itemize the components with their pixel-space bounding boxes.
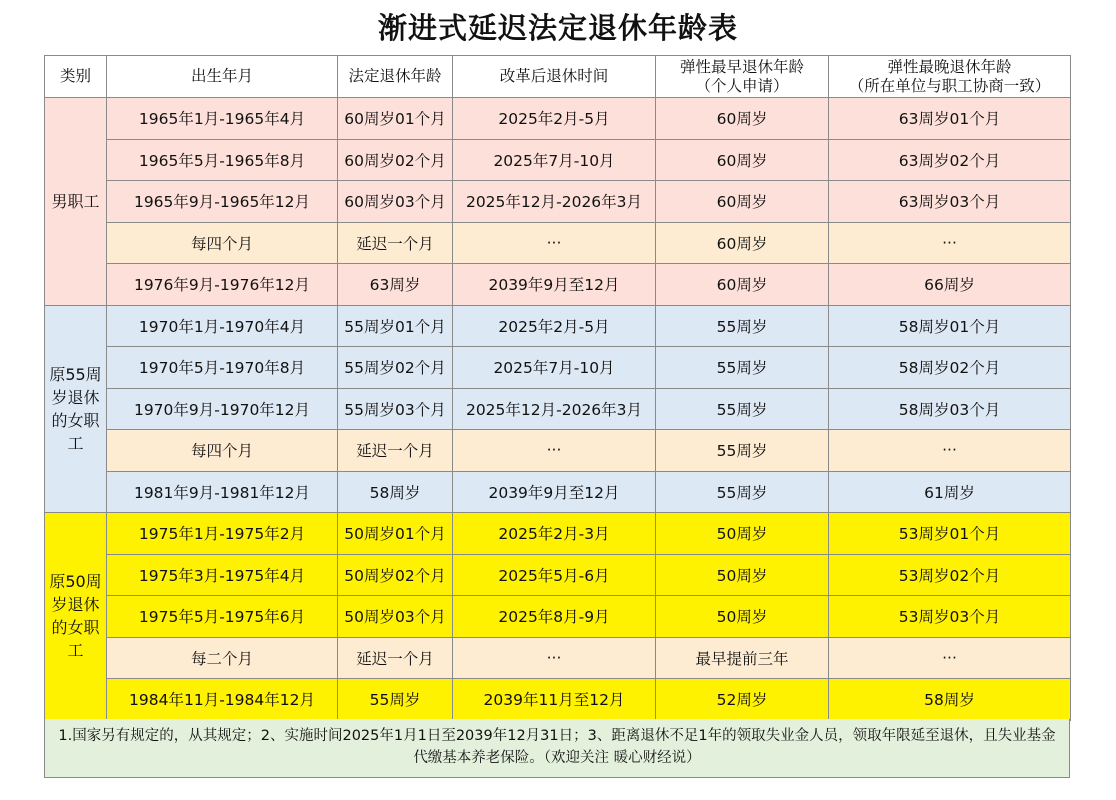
table-cell: 55周岁01个月: [338, 305, 453, 347]
table-row: [45, 98, 1071, 140]
table-cell: ···: [829, 637, 1071, 679]
table-cell: 53周岁02个月: [829, 554, 1071, 596]
table-cell: 60周岁02个月: [338, 139, 453, 181]
table-body: [45, 98, 1071, 721]
column-header: [45, 56, 107, 98]
table-cell: 55周岁: [656, 305, 829, 347]
table-row: [45, 388, 1071, 430]
table-cell: 1970年1月-1970年4月: [107, 305, 338, 347]
table-row: [45, 554, 1071, 596]
table-cell: 60周岁01个月: [338, 98, 453, 140]
table-row: [45, 305, 1071, 347]
table-cell: 2039年9月至12月: [453, 471, 656, 513]
table-cell: 2025年5月-6月: [453, 554, 656, 596]
table-cell: 50周岁03个月: [338, 596, 453, 638]
table-row: [45, 637, 1071, 679]
table-row: [45, 471, 1071, 513]
category-cell: 原55周岁退休的女职工: [45, 305, 107, 513]
table-cell: 2025年7月-10月: [453, 139, 656, 181]
table-cell: 50周岁: [656, 554, 829, 596]
table-row: [45, 181, 1071, 223]
column-header-line: （个人申请）: [695, 76, 789, 95]
table-cell: 60周岁: [656, 222, 829, 264]
table-cell: 2025年2月-5月: [453, 98, 656, 140]
table-cell: 53周岁01个月: [829, 513, 1071, 555]
table-cell: 63周岁03个月: [829, 181, 1071, 223]
table-cell: 52周岁: [656, 679, 829, 721]
table-cell: 每二个月: [107, 637, 338, 679]
table-cell: 58周岁: [829, 679, 1071, 721]
table-cell: 1981年9月-1981年12月: [107, 471, 338, 513]
table-cell: 1976年9月-1976年12月: [107, 264, 338, 306]
table-cell: 延迟一个月: [338, 222, 453, 264]
table-cell: 50周岁: [656, 596, 829, 638]
column-header-line: 弹性最晚退休年龄: [887, 57, 1012, 76]
table-row: [45, 430, 1071, 472]
table-cell: 50周岁: [656, 513, 829, 555]
table-cell: 1965年9月-1965年12月: [107, 181, 338, 223]
table-cell: 1965年1月-1965年4月: [107, 98, 338, 140]
table-cell: 最早提前三年: [656, 637, 829, 679]
table-cell: 2025年12月-2026年3月: [453, 181, 656, 223]
table-cell: ···: [829, 222, 1071, 264]
table-cell: 1975年3月-1975年4月: [107, 554, 338, 596]
retirement-age-table: [44, 55, 1071, 721]
table-cell: 55周岁: [656, 430, 829, 472]
table-cell: 63周岁01个月: [829, 98, 1071, 140]
column-header-line: （所在单位与职工协商一致）: [848, 76, 1051, 95]
column-header: [453, 56, 656, 98]
table-cell: 60周岁: [656, 264, 829, 306]
table-cell: 55周岁: [656, 471, 829, 513]
table-cell: ···: [453, 222, 656, 264]
table-cell: ···: [829, 430, 1071, 472]
column-header-line: 法定退休年龄: [348, 67, 442, 85]
table-cell: 60周岁: [656, 139, 829, 181]
table-row: [45, 139, 1071, 181]
table-cell: 58周岁: [338, 471, 453, 513]
table-row: [45, 596, 1071, 638]
table-cell: 2025年2月-5月: [453, 305, 656, 347]
table-cell: 58周岁02个月: [829, 347, 1071, 389]
table-cell: 每四个月: [107, 222, 338, 264]
table-cell: 61周岁: [829, 471, 1071, 513]
column-header-line: 改革后退休时间: [499, 67, 609, 85]
table-row: [45, 513, 1071, 555]
table-cell: 延迟一个月: [338, 430, 453, 472]
table-cell: 55周岁: [338, 679, 453, 721]
table-cell: 55周岁: [656, 347, 829, 389]
column-header: [107, 56, 338, 98]
table-cell: 60周岁: [656, 98, 829, 140]
table-cell: 1970年5月-1970年8月: [107, 347, 338, 389]
page-title: 渐进式延迟法定退休年龄表: [377, 11, 738, 45]
table-cell: 2039年11月至12月: [453, 679, 656, 721]
table-cell: 2025年7月-10月: [453, 347, 656, 389]
category-cell: 男职工: [45, 98, 107, 306]
table-cell: 2025年8月-9月: [453, 596, 656, 638]
table-header-row: [45, 56, 1071, 98]
table-cell: 1965年5月-1965年8月: [107, 139, 338, 181]
table-cell: 延迟一个月: [338, 637, 453, 679]
column-header: [656, 56, 829, 98]
table-cell: 每四个月: [107, 430, 338, 472]
table-cell: 58周岁03个月: [829, 388, 1071, 430]
table-cell: 55周岁03个月: [338, 388, 453, 430]
table-cell: 1975年5月-1975年6月: [107, 596, 338, 638]
table-cell: 2025年12月-2026年3月: [453, 388, 656, 430]
column-header: [338, 56, 453, 98]
table-cell: 50周岁01个月: [338, 513, 453, 555]
table-row: [45, 264, 1071, 306]
table-cell: 66周岁: [829, 264, 1071, 306]
column-header-line: 出生年月: [190, 67, 253, 85]
table-cell: 53周岁03个月: [829, 596, 1071, 638]
table-row: [45, 222, 1071, 264]
column-header: [829, 56, 1071, 98]
table-cell: ···: [453, 637, 656, 679]
table-cell: 60周岁03个月: [338, 181, 453, 223]
table-cell: 2025年2月-3月: [453, 513, 656, 555]
table-row: [45, 347, 1071, 389]
table-cell: 2039年9月至12月: [453, 264, 656, 306]
column-header-line: 弹性最早退休年龄: [679, 57, 804, 76]
column-header-line: 类别: [59, 67, 91, 85]
table-cell: 1970年9月-1970年12月: [107, 388, 338, 430]
table-cell: ···: [453, 430, 656, 472]
table-cell: 58周岁01个月: [829, 305, 1071, 347]
table-cell: 50周岁02个月: [338, 554, 453, 596]
table-cell: 55周岁: [656, 388, 829, 430]
footer-note: 1.国家另有规定的，从其规定；2、实施时间2025年1月1日至2039年12月31日；3、距离退休不足1年的领取失业金人员，领取年限延至退休，且失业基金代缴基本养老保险。（欢迎关注 暖心财经说）: [44, 719, 1070, 778]
table-cell: 1975年1月-1975年2月: [107, 513, 338, 555]
table-row: [45, 679, 1071, 721]
table-cell: 60周岁: [656, 181, 829, 223]
table-cell: 63周岁02个月: [829, 139, 1071, 181]
category-cell: 原50周岁退休的女职工: [45, 513, 107, 721]
table-cell: 1984年11月-1984年12月: [107, 679, 338, 721]
table-cell: 63周岁: [338, 264, 453, 306]
table-cell: 55周岁02个月: [338, 347, 453, 389]
